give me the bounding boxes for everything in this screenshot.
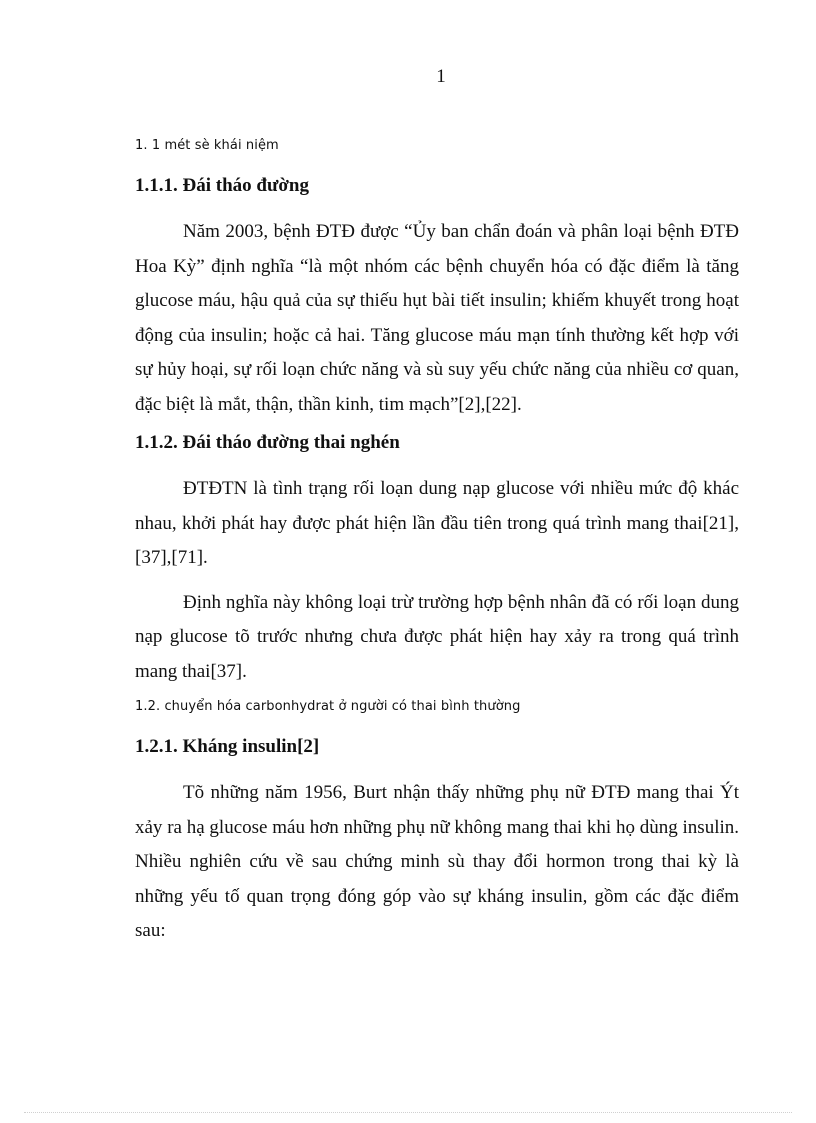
paragraph-dtd-definition: Năm 2003, bệnh ĐTĐ được “Ủy ban chẩn đoán và phân loại bệnh ĐTĐ Hoa Kỳ” định nghĩa “là một nhóm các bệnh chuyển hóa có đặc điểm là tăng glucose máu, hậu quả của sự thiếu hụt bài tiết insulin; khiếm khuyết trong hoạt động của insulin; hoặc cả hai. Tăng glucose máu mạn tính thường kết hợp với sự hủy hoại, sự rối loạn chức năng và sù suy yếu chức năng của nhiều cơ quan, đặc biệt là mắt, thận, thần kinh, tim mạch”[2],[22].	[135, 221, 739, 415]
page-number: 1	[436, 66, 446, 87]
paragraph-dtdtn-definition: ĐTĐTN là tình trạng rối loạn dung nạp glucose với nhiều mức độ khác nhau, khởi phát hay được phát hiện lần đầu tiên trong quá trình mang thai[21],[37],[71].	[135, 478, 739, 568]
subsection-heading-1-1-2: 1.1.2. Đái tháo đường thai nghén	[135, 432, 400, 453]
page-bottom-divider	[24, 1112, 792, 1113]
section-heading-1-2: 1.2. chuyển hóa carbonhydrat ở người có thai bình thường	[135, 699, 521, 714]
paragraph-insulin-resistance: Tõ những năm 1956, Burt nhận thấy những phụ nữ ĐTĐ mang thai Ýt xảy ra hạ glucose máu hơn những phụ nữ không mang thai khi họ dùng insulin. Nhiều nghiên cứu về sau chứng minh sù thay đổi hormon trong thai kỳ là những yếu tố quan trọng đóng góp vào sự kháng insulin, gồm các đặc điểm sau:	[135, 782, 739, 941]
paragraph-definition-note: Định nghĩa này không loại trừ trường hợp bệnh nhân đã có rối loạn dung nạp glucose tõ trước nhưng chưa được phát hiện hay xảy ra trong quá trình mang thai[37].	[135, 591, 739, 682]
subsection-heading-1-1-1: 1.1.1. Đái tháo đường	[135, 175, 309, 196]
document-body	[135, 138, 739, 959]
subsection-heading-1-2-1: 1.2.1. Kháng insulin[2]	[135, 736, 320, 757]
section-heading-1: 1. 1 mét sè khái niệm	[135, 138, 279, 153]
